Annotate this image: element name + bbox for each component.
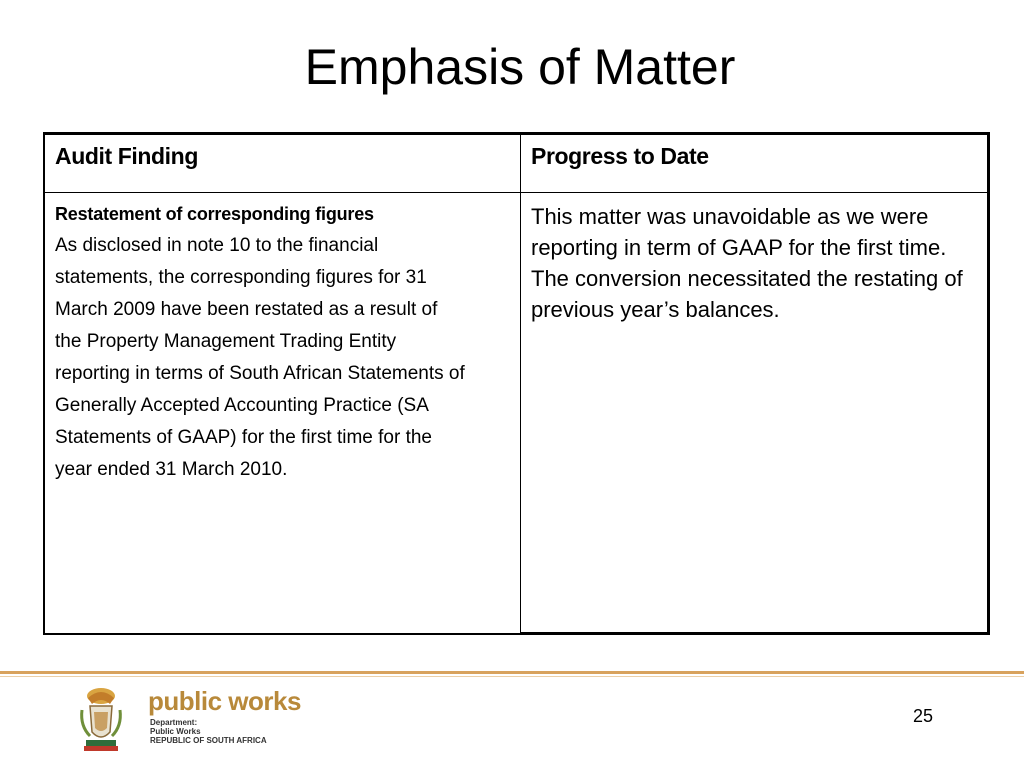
finding-line: statements, the corresponding figures for 31 <box>55 267 427 288</box>
finding-line: Statements of GAAP) for the first time for the <box>55 427 432 448</box>
finding-line: Generally Accepted Accounting Practice (SA <box>55 395 429 416</box>
footer-rule <box>0 671 1024 674</box>
brand-line: Department: <box>150 718 198 727</box>
finding-line: reporting in terms of South African Statements of <box>55 363 465 384</box>
slide-title: Emphasis of Matter <box>304 39 736 95</box>
finding-line: As disclosed in note 10 to the financial <box>55 235 379 256</box>
finding-cell <box>55 202 510 490</box>
finding-line: year ended 31 March 2010. <box>55 459 288 480</box>
header-progress-to-date: Progress to Date <box>531 143 709 169</box>
audit-table <box>43 132 990 635</box>
header-audit-finding: Audit Finding <box>55 143 198 169</box>
finding-line: March 2009 have been restated as a result of <box>55 299 438 320</box>
finding-line: the Property Management Trading Entity <box>55 331 397 352</box>
brand-line: REPUBLIC OF SOUTH AFRICA <box>150 736 267 745</box>
brand-subtitle <box>150 718 267 745</box>
column-divider <box>520 135 521 633</box>
header-row-divider <box>45 192 987 193</box>
progress-cell: This matter was unavoidable as we were reporting in term of GAAP for the first time. The conversion necessitated the restating of previous year’s balances. <box>531 204 963 322</box>
finding-title: Restatement of corresponding figures <box>55 204 374 224</box>
brand-name: public works <box>148 686 301 716</box>
brand-line: Public Works <box>150 727 201 736</box>
coat-of-arms-icon <box>76 684 126 759</box>
table-bottom-border <box>520 632 987 635</box>
footer-rule-light <box>0 676 1024 677</box>
page-number: 25 <box>913 706 934 726</box>
